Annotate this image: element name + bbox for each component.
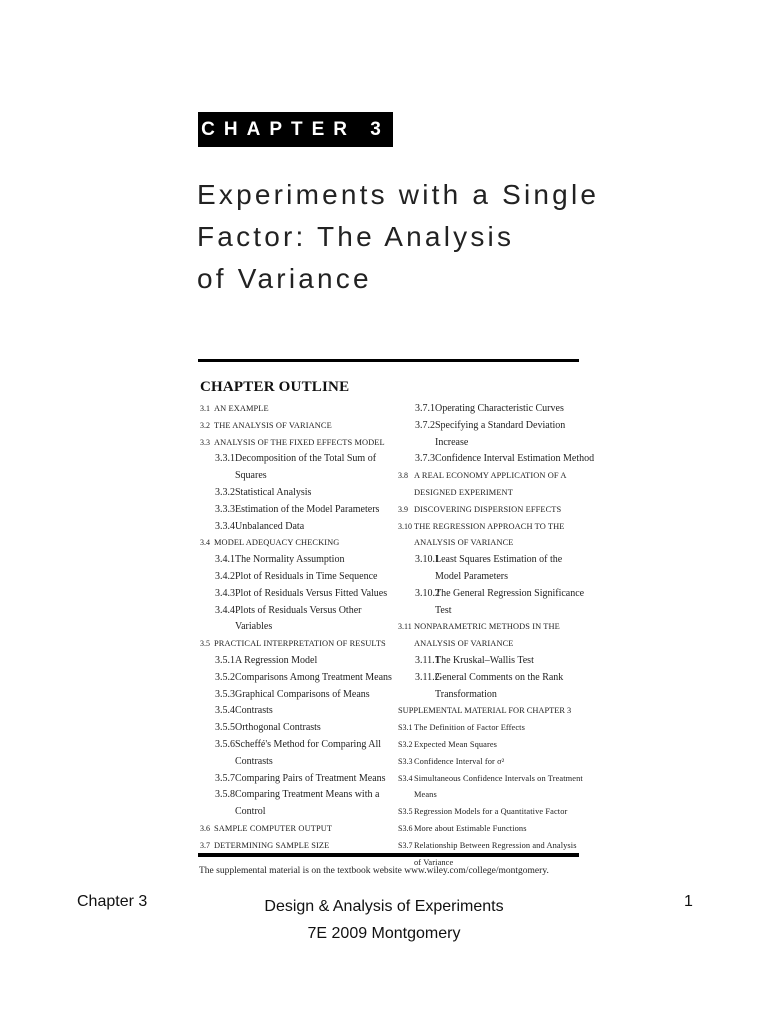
chapter-label: CHAPTER 3	[198, 112, 393, 147]
outline-entry	[200, 737, 400, 771]
supplemental-entry	[398, 754, 598, 771]
outline-entry	[200, 519, 400, 536]
outline-entry-title: A Regression Model	[235, 654, 318, 666]
supplemental-heading: SUPPLEMENTAL MATERIAL FOR CHAPTER 3	[398, 706, 572, 716]
outline-entry	[200, 552, 400, 569]
outline-entry	[200, 636, 400, 653]
outline-entry-title: Statistical Analysis	[235, 486, 312, 498]
chapter-title	[197, 174, 600, 300]
outline-entry-number: S3.3	[398, 756, 413, 766]
outline-entry-title: Relationship Between Regression and Analysis of Variance	[414, 840, 577, 867]
outline-entry-number: S3.1	[398, 723, 413, 733]
outline-entry-number: 3.11.2	[415, 671, 440, 683]
outline-entry	[200, 787, 400, 821]
outline-entry-number: 3.7.2	[415, 419, 435, 431]
footer-book-title-line-1: Design & Analysis of Experiments	[264, 898, 504, 915]
outline-entry-number: 3.1	[200, 404, 210, 413]
outline-heading: CHAPTER OUTLINE	[200, 379, 350, 395]
outline-entry-title: More about Estimable Functions	[414, 823, 527, 833]
outline-entry-number: S3.7	[398, 840, 413, 850]
outline-entry-title: AN EXAMPLE	[214, 404, 269, 413]
outline-entry-title: Comparisons Among Treatment Means	[235, 671, 392, 683]
outline-entry	[200, 401, 400, 418]
outline-entry-title: The Normality Assumption	[235, 554, 345, 566]
outline-entry-title: THE ANALYSIS OF VARIANCE	[214, 420, 332, 430]
outline-entry-number: 3.4.4	[215, 604, 235, 616]
outline-entry-title: Specifying a Standard Deviation Increase	[435, 419, 566, 448]
footer-book-title	[234, 893, 534, 947]
footnote: The supplemental material is on the textbook website www.wiley.com/college/montgomery.	[199, 866, 549, 876]
outline-entry-title: Expected Mean Squares	[414, 739, 498, 749]
outline-entry-title: NONPARAMETRIC METHODS IN THE ANALYSIS OF VARIANCE	[414, 622, 560, 649]
outline-entry-number: 3.7	[200, 840, 210, 850]
outline-entry	[200, 569, 400, 586]
outline-entry-number: 3.3.4	[215, 520, 235, 532]
outline-entry-number: 3.3.2	[215, 486, 235, 498]
outline-entry-number: 3.5.5	[215, 722, 235, 734]
outline-entry-title: The General Regression Significance Test	[435, 587, 585, 616]
outline-entry	[200, 838, 400, 855]
outline-entry	[398, 451, 598, 468]
outline-entry-title: Least Squares Estimation of the Model Parameters	[435, 554, 563, 582]
outline-entry-title: SAMPLE COMPUTER OUTPUT	[214, 823, 333, 833]
outline-entry-title: Regression Models for a Quantitative Factor	[414, 807, 568, 817]
outline-entry	[200, 670, 400, 687]
outline-entry-number: 3.7.1	[415, 403, 435, 414]
outline-entry	[398, 401, 598, 418]
outline-entry	[200, 653, 400, 670]
outline-entry	[398, 418, 598, 452]
outline-entry	[398, 619, 598, 653]
outline-entry-number: 3.5.8	[215, 789, 235, 801]
outline-entry	[398, 468, 598, 502]
outline-entry-number: 3.5.3	[215, 688, 235, 700]
outline-entry	[200, 502, 400, 519]
outline-entry-title: Plot of Residuals in Time Sequence	[235, 570, 378, 582]
outline-right-column	[398, 401, 598, 871]
outline-entry-title: Simultaneous Confidence Intervals on Treatment Means	[414, 773, 583, 800]
outline-entry-number: S3.4	[398, 773, 413, 783]
outline-left-column	[200, 401, 400, 855]
supplemental-entry	[398, 771, 598, 805]
outline-entry-number: 3.10	[398, 521, 412, 531]
outline-entry-title: Graphical Comparisons of Means	[235, 688, 370, 700]
chapter-title-line-3: of Variance	[197, 263, 372, 294]
outline-entry-number: 3.4.3	[215, 587, 235, 599]
outline-entry	[398, 653, 598, 670]
outline-entry-number: 3.6	[200, 823, 210, 833]
bottom-divider	[198, 853, 579, 857]
outline-entry	[200, 435, 400, 452]
footer-chapter: Chapter 3	[77, 893, 148, 910]
outline-entry-number: 3.3.3	[215, 503, 235, 515]
outline-entry-title: General Comments on the Rank Transformation	[435, 671, 564, 700]
outline-entry-number: 3.4	[200, 538, 210, 548]
outline-entry-number: S3.2	[398, 739, 413, 749]
outline-entry-number: 3.5.1	[215, 654, 235, 666]
outline-entry-title: Unbalanced Data	[235, 520, 305, 532]
outline-entry	[200, 687, 400, 704]
outline-entry-number: 3.5.6	[215, 738, 235, 750]
outline-entry-number: 3.4.1	[215, 554, 235, 566]
outline-entry-number: S3.6	[398, 823, 413, 833]
outline-entry-number: 3.5.7	[215, 772, 235, 784]
outline-entry-title: Decomposition of the Total Sum of Squares	[235, 453, 377, 482]
outline-entry-title: Operating Characteristic Curves	[435, 403, 564, 414]
outline-entry-title: Plot of Residuals Versus Fitted Values	[235, 587, 388, 599]
outline-entry-title: Estimation of the Model Parameters	[235, 503, 380, 515]
outline-entry-title: ANALYSIS OF THE FIXED EFFECTS MODEL	[214, 437, 385, 447]
outline-entry-title: Contrasts	[235, 705, 273, 717]
outline-entry-number: 3.4.2	[215, 570, 235, 582]
outline-entry	[398, 586, 598, 620]
outline-entry	[200, 485, 400, 502]
chapter-title-line-1: Experiments with a Single	[197, 179, 600, 210]
outline-entry-number: 3.3	[200, 437, 210, 447]
footer-page-number: 1	[684, 893, 693, 910]
outline-entry-title: Scheffé's Method for Comparing All Contrasts	[235, 738, 382, 767]
outline-entry-number: 3.11	[398, 622, 412, 632]
outline-entry	[200, 821, 400, 838]
outline-entry-number: 3.7.3	[415, 453, 435, 465]
supplemental-entry	[398, 821, 598, 838]
outline-entry	[200, 586, 400, 603]
supplemental-entry	[398, 737, 598, 754]
outline-entry	[200, 703, 400, 720]
outline-entry	[200, 720, 400, 737]
outline-entry-number: 3.5.2	[215, 671, 235, 683]
outline-entry	[200, 535, 400, 552]
outline-entry-title: Comparing Treatment Means with a Control	[235, 789, 380, 818]
top-divider	[198, 359, 579, 362]
outline-entry	[200, 451, 400, 485]
outline-entry-number: 3.3.1	[215, 453, 235, 465]
outline-entry-title: MODEL ADEQUACY CHECKING	[214, 538, 340, 548]
outline-entry-number: 3.5	[200, 639, 210, 649]
outline-entry-title: THE REGRESSION APPROACH TO THE ANALYSIS OF VARIANCE	[414, 521, 565, 548]
supplemental-entry	[398, 720, 598, 737]
outline-entry-number: 3.10.2	[415, 587, 440, 599]
outline-entry-title: Plots of Residuals Versus Other Variables	[235, 604, 362, 633]
outline-entry-number: 3.8	[398, 471, 408, 481]
outline-entry-title: A REAL ECONOMY APPLICATION OF A DESIGNED EXPERIMENT	[414, 471, 567, 497]
outline-entry-title: DETERMINING SAMPLE SIZE	[214, 840, 330, 850]
outline-entry-title: DISCOVERING DISPERSION EFFECTS	[414, 504, 562, 514]
outline-entry-title: Comparing Pairs of Treatment Means	[235, 772, 386, 784]
outline-entry-number: 3.2	[200, 420, 210, 430]
outline-entry-number: 3.10.1	[415, 554, 440, 566]
supplemental-entry	[398, 804, 598, 821]
outline-entry-title: Orthogonal Contrasts	[235, 722, 321, 734]
footer-book-title-line-2: 7E 2009 Montgomery	[307, 925, 461, 942]
outline-entry-title: The Kruskal–Wallis Test	[435, 654, 534, 666]
outline-entry	[398, 552, 598, 586]
outline-entry-number: 3.9	[398, 504, 408, 514]
outline-entry-title: Confidence Interval Estimation Method	[435, 453, 595, 465]
outline-entry-title: The Definition of Factor Effects	[414, 723, 525, 733]
outline-entry	[200, 771, 400, 788]
outline-entry	[398, 502, 598, 519]
outline-entry	[398, 519, 598, 553]
outline-entry	[398, 670, 598, 704]
outline-entry	[200, 418, 400, 435]
outline-entry-number: S3.5	[398, 807, 413, 817]
outline-entry-title: PRACTICAL INTERPRETATION OF RESULTS	[214, 639, 386, 649]
chapter-title-line-2: Factor: The Analysis	[197, 221, 515, 252]
outline-entry-number: 3.11.1	[415, 654, 440, 666]
outline-entry	[200, 603, 400, 637]
outline-entry-number: 3.5.4	[215, 705, 235, 717]
outline-entry-title: Confidence Interval for σ²	[414, 756, 505, 766]
